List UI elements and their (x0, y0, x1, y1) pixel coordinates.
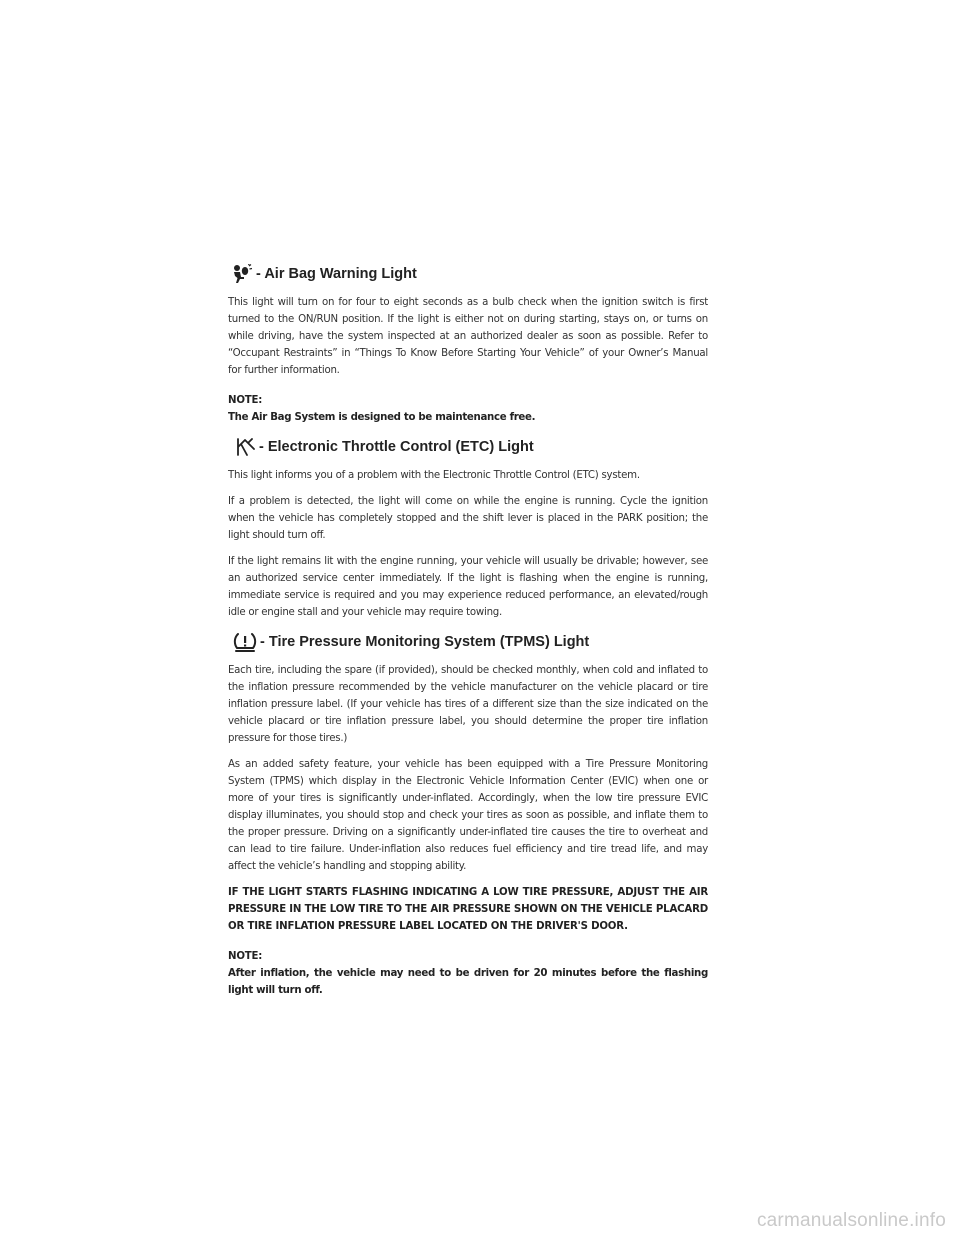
airbag-warning-icon (231, 264, 253, 284)
airbag-note-label: NOTE: (228, 395, 263, 406)
etc-heading (228, 435, 708, 459)
tire-pressure-icon (233, 632, 257, 652)
tpms-heading (228, 630, 708, 654)
etc-paragraph-2: If a problem is detected, the light will come on while the engine is running. Cycle the ignition when the vehicle has completely stopped and the shift lever is placed in the PARK position; the light should turn off. (228, 496, 708, 541)
tpms-note-label: NOTE: (228, 951, 263, 962)
airbag-heading (228, 262, 708, 286)
tpms-note-text: After inflation, the vehicle may need to be driven for 20 minutes before the flashing light will turn off. (228, 968, 708, 996)
airbag-section (228, 262, 708, 426)
watermark: carmanualsonline.info (756, 1210, 946, 1231)
airbag-note (228, 392, 708, 426)
airbag-note-text: The Air Bag System is designed to be maintenance free. (228, 412, 536, 423)
tpms-paragraph-1: Each tire, including the spare (if provided), should be checked monthly, when cold and inflated to the inflation pressure recommended by the vehicle manufacturer on the vehicle placard or tire inflation pressure label. (If your vehicle has tires of a different size than the size indicated on the vehicle placard or tire inflation pressure label, you should determine the proper tire inflation pressure for those tires.) (228, 665, 708, 744)
etc-title: - Electronic Throttle Control (ETC) Light (259, 439, 534, 455)
etc-paragraph-3: If the light remains lit with the engine running, your vehicle will usually be drivable; however, see an authorized service center immediately. If the light is flashing when the engine is running, immediate service is required and you may experience reduced performance, an elevated/rough idle or engine stall and your vehicle may require towing. (228, 556, 708, 618)
tpms-note (228, 948, 708, 999)
tpms-title: - Tire Pressure Monitoring System (TPMS) Light (260, 634, 590, 650)
tpms-warning: IF THE LIGHT STARTS FLASHING INDICATING A LOW TIRE PRESSURE, ADJUST THE AIR PRESSURE IN THE LOW TIRE TO THE AIR PRESSURE SHOWN ON THE VEHICLE PLACARD OR TIRE INFLATION PRESSURE LABEL LOCATED ON THE DRIVER'S DOOR. (228, 887, 709, 932)
manual-page-content (228, 262, 708, 1008)
etc-paragraph-1: This light informs you of a problem with the Electronic Throttle Control (ETC) system. (228, 470, 640, 481)
airbag-body: This light will turn on for four to eight seconds as a bulb check when the ignition switch is first turned to the ON/RUN position. If the light is either not on during starting, stays on, or turns on while driving, have the system inspected at an authorized dealer as soon as possible. Refer to “Occupant Restraints” in “Things To Know Before Starting Your Vehicle” of your Owner’s Manual for further information. (228, 297, 708, 376)
throttle-control-icon (236, 438, 256, 456)
airbag-title: - Air Bag Warning Light (256, 266, 417, 282)
tpms-section (228, 630, 708, 999)
tpms-paragraph-2: As an added safety feature, your vehicle has been equipped with a Tire Pressure Monitoring System (TPMS) which display in the Electronic Vehicle Information Center (EVIC) when one or more of your tires is significantly under-inflated. Accordingly, when the low tire pressure EVIC display illuminates, you should stop and check your tires as soon as possible, and inflate them to the proper pressure. Driving on a significantly under-inflated tire causes the tire to overheat and can lead to tire failure. Under-inflation also reduces fuel efficiency and tire tread life, and may affect the vehicle’s handling and stopping ability. (228, 759, 708, 872)
etc-section (228, 435, 708, 621)
